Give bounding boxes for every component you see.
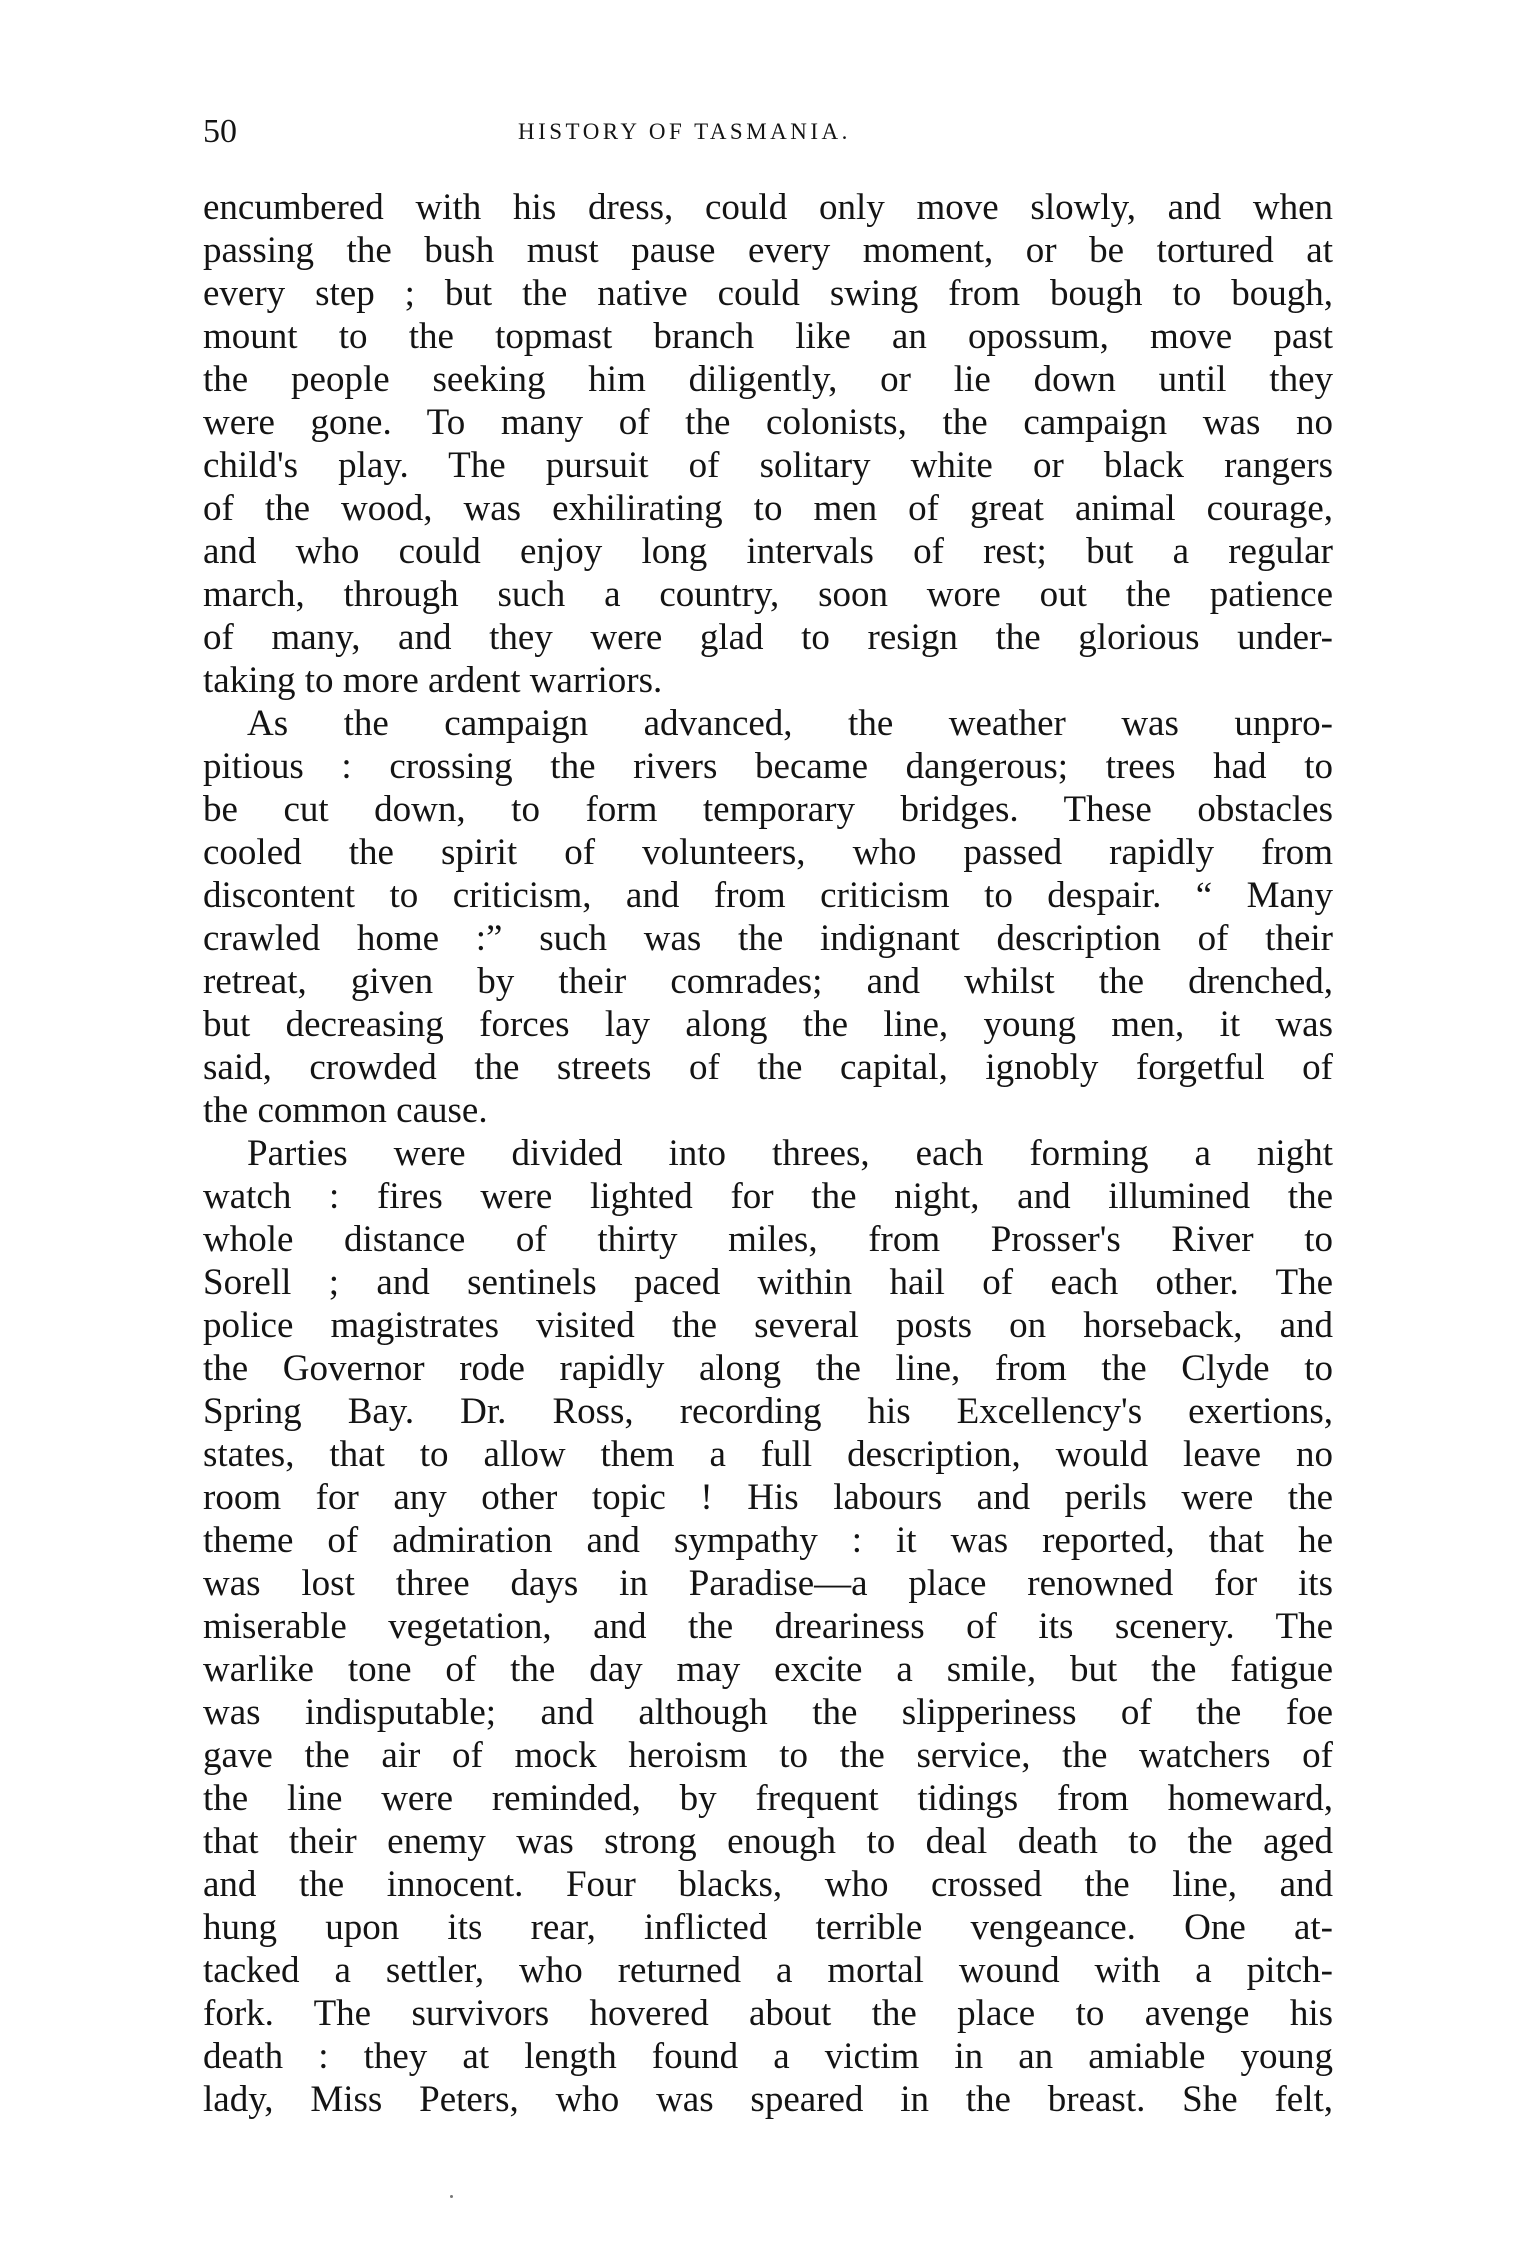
text-line: that their enemy was strong enough to deal death to the aged [203, 1821, 1333, 1862]
text-line: theme of admiration and sympathy : it was reported, that he [203, 1520, 1333, 1561]
text-line: lady, Miss Peters, who was speared in the breast. She felt, [203, 2079, 1333, 2120]
text-line: encumbered with his dress, could only move slowly, and when [203, 187, 1333, 228]
text-line: gave the air of mock heroism to the service, the watchers of [203, 1735, 1333, 1776]
text-line: child's play. The pursuit of solitary white or black rangers [203, 445, 1333, 486]
text-line: hung upon its rear, inflicted terrible vengeance. One at- [203, 1907, 1333, 1948]
text-line: retreat, given by their comrades; and whilst the drenched, [203, 961, 1333, 1002]
text-line: As the campaign advanced, the weather was unpro- [247, 703, 1333, 744]
text-line: room for any other topic ! His labours and perils were the [203, 1477, 1333, 1518]
text-line: of the wood, was exhilirating to men of great animal courage, [203, 488, 1333, 529]
text-line: march, through such a country, soon wore out the patience [203, 574, 1333, 615]
text-line: pitious : crossing the rivers became dangerous; trees had to [203, 746, 1333, 787]
text-line: mount to the topmast branch like an opossum, move past [203, 316, 1333, 357]
text-line: and who could enjoy long intervals of rest; but a regular [203, 531, 1333, 572]
text-line: cooled the spirit of volunteers, who passed rapidly from [203, 832, 1333, 873]
text-line: the people seeking him diligently, or lie down until they [203, 359, 1333, 400]
print-speck [450, 2195, 453, 2198]
text-line: passing the bush must pause every moment, or be tortured at [203, 230, 1333, 271]
text-line: miserable vegetation, and the dreariness of its scenery. The [203, 1606, 1333, 1647]
page-number: 50 [203, 113, 237, 150]
text-line: said, crowded the streets of the capital, ignobly forgetful of [203, 1047, 1333, 1088]
running-head [203, 112, 1333, 152]
text-line: every step ; but the native could swing from bough to bough, [203, 273, 1333, 314]
text-line: was indisputable; and although the slipperiness of the foe [203, 1692, 1333, 1733]
text-line: but decreasing forces lay along the line, young men, it was [203, 1004, 1333, 1045]
text-line: watch : fires were lighted for the night, and illumined the [203, 1176, 1333, 1217]
text-line: Parties were divided into threes, each forming a night [247, 1133, 1333, 1174]
text-line: police magistrates visited the several posts on horseback, and [203, 1305, 1333, 1346]
text-line: whole distance of thirty miles, from Prosser's River to [203, 1219, 1333, 1260]
paragraph [203, 186, 1333, 702]
text-line: Sorell ; and sentinels paced within hail of each other. The [203, 1262, 1333, 1303]
text-line: states, that to allow them a full description, would leave no [203, 1434, 1333, 1475]
text-line: tacked a settler, who returned a mortal wound with a pitch- [203, 1950, 1333, 1991]
text-line: the common cause. [203, 1090, 488, 1131]
text-line: crawled home :” such was the indignant description of their [203, 918, 1333, 959]
text-line: taking to more ardent warriors. [203, 660, 663, 701]
text-line: of many, and they were glad to resign the glorious under- [203, 617, 1333, 658]
running-title: HISTORY OF TASMANIA. [518, 119, 851, 144]
text-line: and the innocent. Four blacks, who crossed the line, and [203, 1864, 1333, 1905]
body-text [203, 186, 1333, 2121]
text-line: warlike tone of the day may excite a smile, but the fatigue [203, 1649, 1333, 1690]
text-line: fork. The survivors hovered about the place to avenge his [203, 1993, 1333, 2034]
text-line: death : they at length found a victim in an amiable young [203, 2036, 1333, 2077]
text-line: the Governor rode rapidly along the line, from the Clyde to [203, 1348, 1333, 1389]
text-line: was lost three days in Paradise—a place renowned for its [203, 1563, 1333, 1604]
text-line: Spring Bay. Dr. Ross, recording his Excellency's exertions, [203, 1391, 1333, 1432]
text-line: be cut down, to form temporary bridges. These obstacles [203, 789, 1333, 830]
paragraph [203, 702, 1333, 1132]
text-line: the line were reminded, by frequent tidings from homeward, [203, 1778, 1333, 1819]
text-line: were gone. To many of the colonists, the campaign was no [203, 402, 1333, 443]
paragraph [203, 1132, 1333, 2121]
text-line: discontent to criticism, and from criticism to despair. “ Many [203, 875, 1333, 916]
